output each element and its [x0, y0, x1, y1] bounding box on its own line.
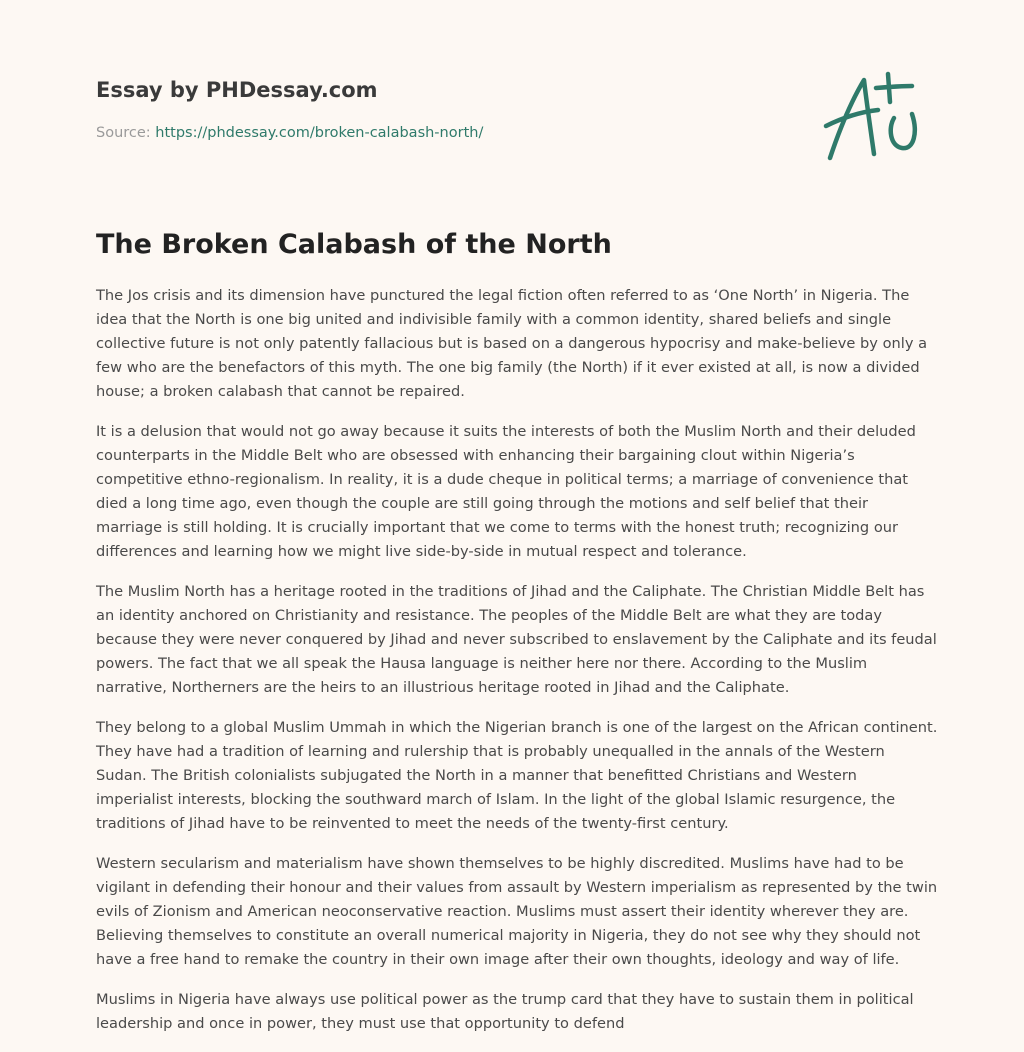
source-line: [96, 123, 936, 143]
source-link[interactable]: https://phdessay.com/broken-calabash-north/: [155, 125, 484, 141]
paragraph: The Jos crisis and its dimension have punctured the legal fiction often referred to as ‘One North’ in Nigeria. The idea that the North is one big united and indivisible family with a common identity, shared beliefs and single collective future is not only patently fallacious but is based on a dangerous hypocrisy and make-believe by only a few who are the benefactors of this myth. The one big family (the North) if it ever existed at all, is now a divided house; a broken calabash that cannot be repaired.: [96, 287, 928, 400]
site-brand: Essay by PHDessay.com: [96, 78, 378, 102]
source-label: Source:: [96, 125, 156, 141]
page-header: [96, 76, 936, 176]
a-plus-logo-icon: [820, 68, 930, 164]
article-title: The Broken Calabash of the North: [96, 229, 612, 260]
paragraph: They belong to a global Muslim Ummah in which the Nigerian branch is one of the largest on the African continent. They have had a tradition of learning and rulership that is probably unequalled in the annals of the Western Sudan. The British colonialists subjugated the North in a manner that benefitted Christians and Western imperialist interests, blocking the southward march of Islam. In the light of the global Islamic resurgence, the traditions of Jihad have to be reinvented to meet the needs of the twenty-first century.: [96, 719, 938, 832]
paragraph: Muslims in Nigeria have always use political power as the trump card that they have to sustain them in political leadership and once in power, they must use that opportunity to defend: [96, 991, 914, 1032]
paragraph: It is a delusion that would not go away because it suits the interests of both the Muslim North and their deluded counterparts in the Middle Belt who are obsessed with enhancing their bargaining clout within Nigeria’s competitive ethno-regionalism. In reality, it is a dude cheque in political terms; a marriage of convenience that died a long time ago, even though the couple are still going through the motions and self belief that their marriage is still holding. It is crucially important that we come to terms with the honest truth; recognizing our differences and learning how we might live side-by-side in mutual respect and tolerance.: [96, 423, 916, 560]
article-body: [96, 284, 938, 1052]
paragraph: Western secularism and materialism have shown themselves to be highly discredited. Muslims have had to be vigilant in defending their honour and their values from assault by Western imperialism as represented by the twin evils of Zionism and American neoconservative reaction. Muslims must assert their identity wherever they are. Believing themselves to constitute an overall numerical majority in Nigeria, they do not see why they should not have a free hand to remake the country in their own image after their own thoughts, ideology and way of life.: [96, 855, 938, 968]
paragraph: The Muslim North has a heritage rooted in the traditions of Jihad and the Caliphate. The Christian Middle Belt has an identity anchored on Christianity and resistance. The peoples of the Middle Belt are what they are today because they were never conquered by Jihad and never subscribed to enslavement by the Caliphate and its feudal powers. The fact that we all speak the Hausa language is neither here nor there. According to the Muslim narrative, Northerners are the heirs to an illustrious heritage rooted in Jihad and the Caliphate.: [96, 583, 937, 696]
